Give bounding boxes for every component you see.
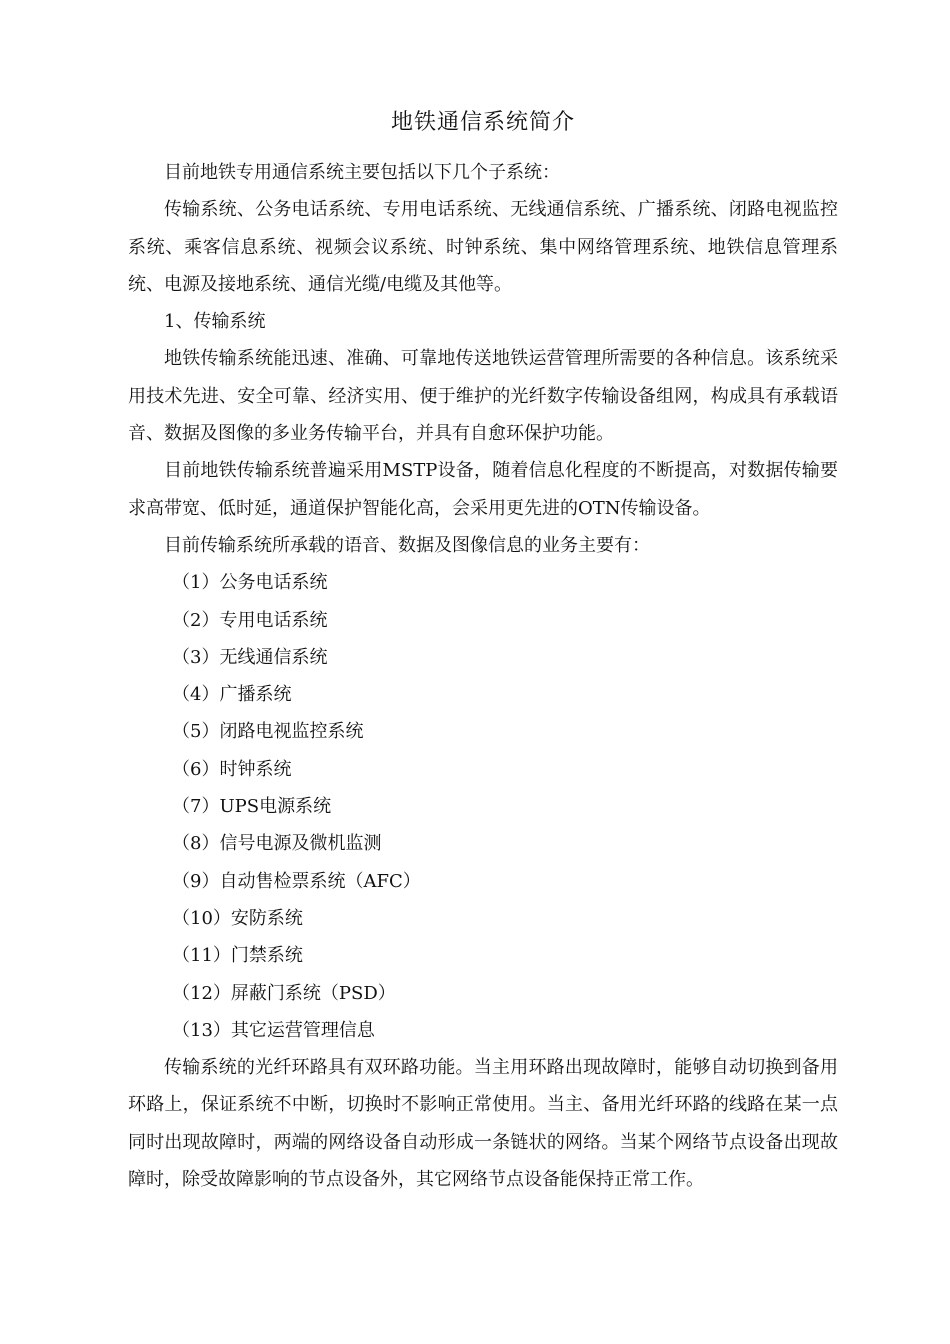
subsystems-paragraph: 传输系统、公务电话系统、专用电话系统、无线通信系统、广播系统、闭路电视监控系统、乘客信息系统、视频会议系统、时钟系统、集中网络管理系统、地铁信息管理系统、电源及接地系统、通信光缆/电缆及其他等。 — [128, 199, 838, 295]
services-list — [128, 564, 838, 1049]
document-title: 地铁通信系统简介 — [390, 110, 575, 135]
section-heading-transmission: 1、传输系统 — [164, 311, 266, 333]
list-item: （10）安防系统 — [172, 907, 303, 929]
list-item: （13）其它运营管理信息 — [172, 1019, 375, 1041]
document-body — [128, 98, 838, 1198]
list-item: （9）自动售检票系统（AFC） — [172, 870, 421, 892]
mstp-paragraph: 目前地铁传输系统普遍采用MSTP设备，随着信息化程度的不断提高，对数据传输要求高带宽、低时延，通道保护智能化高，会采用更先进的OTN传输设备。 — [128, 460, 838, 519]
transmission-description-paragraph: 地铁传输系统能迅速、准确、可靠地传送地铁运营管理所需要的各种信息。该系统采用技术先进、安全可靠、经济实用、便于维护的光纤数字传输设备组网，构成具有承载语音、数据及图像的多业务传输平台，并具有自愈环保护功能。 — [128, 348, 838, 445]
list-item: （1）公务电话系统 — [172, 572, 328, 594]
list-item: （4）广播系统 — [172, 684, 292, 706]
closing-paragraph: 传输系统的光纤环路具有双环路功能。当主用环路出现故障时，能够自动切换到备用环路上，保证系统不中断，切换时不影响正常使用。当主、备用光纤环路的线路在某一点同时出现故障时，两端的网络设备自动形成一条链状的网络。当某个网络节点设备出现故障时，除受故障影响的节点设备外，其它网络节点设备能保持正常工作。 — [128, 1057, 838, 1191]
list-item: （3）无线通信系统 — [172, 646, 328, 668]
list-item: （12）屏蔽门系统（PSD） — [172, 982, 396, 1004]
list-item: （7）UPS电源系统 — [172, 796, 332, 818]
list-item: （8）信号电源及微机监测 — [172, 833, 382, 855]
list-item: （5）闭路电视监控系统 — [172, 721, 364, 743]
intro-paragraph: 目前地铁专用通信系统主要包括以下几个子系统： — [164, 162, 560, 183]
services-intro-paragraph: 目前传输系统所承载的语音、数据及图像信息的业务主要有： — [164, 534, 650, 556]
list-item: （11）门禁系统 — [172, 945, 303, 967]
list-item: （6）时钟系统 — [172, 758, 292, 780]
list-item: （2）专用电话系统 — [172, 609, 328, 631]
